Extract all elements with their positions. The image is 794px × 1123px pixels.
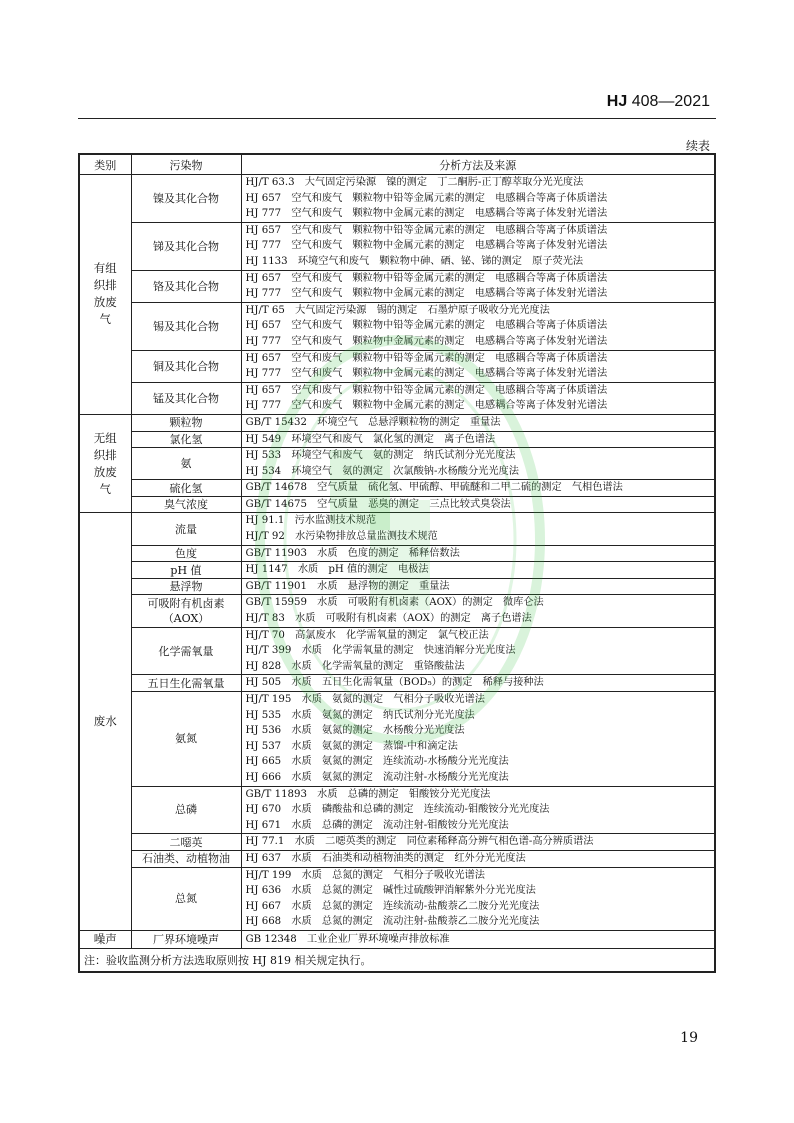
method-line: GB/T 15432 环境空气 总悬浮颗粒物的测定 重量法	[245, 416, 501, 428]
method-line: HJ/T 195 水质 氨氮的测定 气相分子吸收光谱法	[245, 694, 485, 705]
method-line: GB 12348 工业企业厂界环境噪声排放标准	[245, 933, 450, 945]
method-cell	[241, 480, 715, 497]
method-cell	[241, 431, 715, 448]
method-line: GB/T 11893 水质 总磷的测定 钼酸铵分光光度法	[245, 788, 491, 800]
method-line: HJ 668 水质 总氮的测定 流动注射-盐酸萘乙二胺分光光度法	[245, 916, 540, 928]
pollutant-cell: 厂界环境噪声	[131, 930, 241, 948]
pollutant-cell: pH 值	[131, 562, 241, 579]
table-row	[79, 513, 715, 545]
method-cell	[241, 222, 715, 270]
method-cell	[241, 562, 715, 579]
method-line: HJ/T 65 大气固定污染源 锡的测定 石墨炉原子吸收分光光度法	[245, 304, 550, 316]
method-cell	[241, 175, 715, 223]
table-row	[79, 302, 715, 350]
method-cell	[241, 545, 715, 562]
method-line: HJ 777 空气和废气 颗粒物中金属元素的测定 电感耦合等离子体发射光谱法	[245, 240, 608, 252]
header-pollutant: 污染物	[131, 154, 241, 175]
pollutant-cell: 可吸附有机卤素 （AOX）	[131, 595, 241, 627]
method-cell	[241, 675, 715, 692]
table-row	[79, 350, 715, 382]
method-line: HJ 657 空气和废气 颗粒物中铅等金属元素的测定 电感耦合等离子体质谱法	[245, 192, 608, 204]
document-code-prefix: HJ	[606, 93, 628, 110]
method-line: HJ 535 水质 氨氮的测定 纳氏试剂分光光度法	[245, 709, 475, 721]
table-row	[79, 834, 715, 851]
table-row	[79, 448, 715, 480]
table-note-row	[79, 948, 715, 972]
table-header-row	[79, 154, 715, 175]
method-line: HJ 666 水质 氨氮的测定 流动注射-水杨酸分光光度法	[245, 771, 509, 783]
method-line: HJ/T 63.3 大气固定污染源 镍的测定 丁二酮肟-正丁醇萃取分光光度法	[245, 177, 584, 188]
method-line: HJ 1147 水质 pH 值的测定 电极法	[245, 564, 429, 576]
table-row	[79, 595, 715, 627]
table-note: 注：验收监测分析方法选取原则按 HJ 819 相关规定执行。	[79, 948, 715, 972]
method-line: HJ 534 环境空气 氨的测定 次氯酸钠-水杨酸分光光度法	[245, 465, 519, 477]
method-line: HJ 657 空气和废气 颗粒物中铅等金属元素的测定 电感耦合等离子体质谱法	[245, 224, 608, 236]
pollutant-cell: 石油类、动植物油	[131, 850, 241, 867]
method-line: HJ/T 70 高氯废水 化学需氧量的测定 氯气校正法	[245, 629, 489, 641]
pollutant-cell: 颗粒物	[131, 414, 241, 431]
pollutant-cell: 氯化氢	[131, 431, 241, 448]
table-body	[79, 175, 715, 949]
category-cell: 有组 织排 放废 气	[79, 175, 131, 415]
method-cell	[241, 513, 715, 545]
page-number: 19	[680, 1030, 698, 1046]
method-line: HJ 667 水质 总氮的测定 连续流动-盐酸萘乙二胺分光光度法	[245, 900, 540, 912]
method-line: HJ 671 水质 总磷的测定 流动注射-钼酸铵分光光度法	[245, 819, 509, 831]
pollutant-cell: 氨	[131, 448, 241, 480]
pollutant-cell: 总磷	[131, 786, 241, 834]
table-row	[79, 545, 715, 562]
method-cell	[241, 414, 715, 431]
category-cell: 噪声	[79, 930, 131, 948]
pollutant-cell: 总氮	[131, 867, 241, 930]
pollutant-cell: 铬及其化合物	[131, 270, 241, 302]
document-code	[607, 93, 710, 111]
pollutant-cell: 锡及其化合物	[131, 302, 241, 350]
method-cell	[241, 834, 715, 851]
method-cell	[241, 270, 715, 302]
method-cell	[241, 627, 715, 675]
table-row	[79, 496, 715, 513]
method-line: HJ 637 水质 石油类和动植物油类的测定 红外分光光度法	[245, 852, 526, 864]
method-cell	[241, 867, 715, 930]
pollutant-cell: 锑及其化合物	[131, 222, 241, 270]
header-category: 类别	[79, 154, 131, 175]
pollutant-cell: 镍及其化合物	[131, 175, 241, 223]
table-row	[79, 675, 715, 692]
header-method: 分析方法及来源	[241, 154, 715, 175]
category-cell: 无组 织排 放废 气	[79, 414, 131, 513]
method-line: HJ/T 199 水质 总氮的测定 气相分子吸收光谱法	[245, 869, 485, 881]
pollutant-cell: 流量	[131, 513, 241, 545]
method-cell	[241, 786, 715, 834]
table-row	[79, 627, 715, 675]
pollutant-cell: 色度	[131, 545, 241, 562]
method-line: HJ 549 环境空气和废气 氯化氢的测定 离子色谱法	[245, 433, 496, 445]
method-line: HJ 657 空气和废气 颗粒物中铅等金属元素的测定 电感耦合等离子体质谱法	[245, 352, 608, 364]
method-cell	[241, 850, 715, 867]
method-line: HJ 777 空气和废气 颗粒物中金属元素的测定 电感耦合等离子体发射光谱法	[245, 368, 608, 380]
method-line: HJ/T 83 水质 可吸附有机卤素（AOX）的测定 离子色谱法	[245, 613, 532, 625]
method-line: HJ 657 空气和废气 颗粒物中铅等金属元素的测定 电感耦合等离子体质谱法	[245, 320, 608, 332]
table-row	[79, 222, 715, 270]
method-line: HJ 537 水质 氨氮的测定 蒸馏-中和滴定法	[245, 740, 458, 752]
pollutant-cell: 铜及其化合物	[131, 350, 241, 382]
table-row	[79, 867, 715, 930]
method-cell	[241, 930, 715, 948]
method-line: HJ 657 空气和废气 颗粒物中铅等金属元素的测定 电感耦合等离子体质谱法	[245, 272, 608, 284]
method-cell	[241, 382, 715, 414]
method-line: GB/T 11903 水质 色度的测定 稀释倍数法	[245, 547, 460, 559]
document-code-number: 408—2021	[631, 93, 710, 110]
method-line: HJ 505 水质 五日生化需氧量（BOD₅）的测定 稀释与接种法	[245, 677, 544, 689]
table-row	[79, 850, 715, 867]
method-cell	[241, 595, 715, 627]
method-line: GB/T 14678 空气质量 硫化氢、甲硫醇、甲硫醚和二甲二硫的测定 气相色谱法	[245, 482, 623, 494]
pollutant-cell: 臭气浓度	[131, 496, 241, 513]
table-row	[79, 786, 715, 834]
table-row	[79, 562, 715, 579]
method-cell	[241, 578, 715, 595]
pollutant-cell: 五日生化需氧量	[131, 675, 241, 692]
method-line: GB/T 14675 空气质量 恶臭的测定 三点比较式臭袋法	[245, 498, 511, 510]
method-line: HJ 777 空气和废气 颗粒物中金属元素的测定 电感耦合等离子体发射光谱法	[245, 208, 608, 220]
methods-table	[78, 153, 716, 973]
method-line: HJ 670 水质 磷酸盐和总磷的测定 连续流动-钼酸铵分光光度法	[245, 804, 550, 816]
method-cell	[241, 496, 715, 513]
continued-label: 续表	[685, 139, 710, 153]
category-cell: 废水	[79, 513, 131, 930]
pollutant-cell: 二噁英	[131, 834, 241, 851]
pollutant-cell: 氨氮	[131, 692, 241, 787]
method-line: GB/T 15959 水质 可吸附有机卤素（AOX）的测定 微库仑法	[245, 597, 544, 609]
table-row	[79, 480, 715, 497]
method-line: HJ 91.1 污水监测技术规范	[245, 515, 377, 527]
table-row	[79, 692, 715, 787]
method-line: HJ 536 水质 氨氮的测定 水杨酸分光光度法	[245, 725, 465, 737]
method-line: HJ/T 399 水质 化学需氧量的测定 快速消解分光光度法	[245, 645, 516, 657]
method-cell	[241, 350, 715, 382]
header-rule	[78, 118, 716, 119]
method-cell	[241, 448, 715, 480]
table-row	[79, 175, 715, 223]
table-row	[79, 414, 715, 431]
table-row	[79, 431, 715, 448]
method-line: HJ 828 水质 化学需氧量的测定 重铬酸盐法	[245, 660, 465, 672]
method-line: HJ 777 空气和废气 颗粒物中金属元素的测定 电感耦合等离子体发射光谱法	[245, 288, 608, 300]
method-line: HJ 636 水质 总氮的测定 碱性过硫酸钾消解紫外分光光度法	[245, 885, 536, 897]
table-row	[79, 578, 715, 595]
pollutant-cell: 悬浮物	[131, 578, 241, 595]
method-cell	[241, 302, 715, 350]
method-line: HJ 77.1 水质 二噁英类的测定 同位素稀释高分辨气相色谱-高分辨质谱法	[245, 836, 594, 848]
method-line: HJ 777 空气和废气 颗粒物中金属元素的测定 电感耦合等离子体发射光谱法	[245, 335, 608, 347]
method-line: HJ 1133 环境空气和废气 颗粒物中砷、硒、铋、锑的测定 原子荧光法	[245, 255, 584, 267]
method-line: HJ 657 空气和废气 颗粒物中铅等金属元素的测定 电感耦合等离子体质谱法	[245, 384, 608, 396]
table-row	[79, 930, 715, 948]
method-line: HJ 777 空气和废气 颗粒物中金属元素的测定 电感耦合等离子体发射光谱法	[245, 400, 608, 412]
pollutant-cell: 硫化氢	[131, 480, 241, 497]
method-line: HJ/T 92 水污染物排放总量监测技术规范	[245, 531, 438, 543]
table-row	[79, 270, 715, 302]
method-line: GB/T 11901 水质 悬浮物的测定 重量法	[245, 580, 450, 592]
method-cell	[241, 692, 715, 787]
table-row	[79, 382, 715, 414]
method-line: HJ 665 水质 氨氮的测定 连续流动-水杨酸分光光度法	[245, 756, 509, 768]
method-line: HJ 533 环境空气和废气 氨的测定 纳氏试剂分光光度法	[245, 450, 516, 462]
pollutant-cell: 化学需氧量	[131, 627, 241, 675]
pollutant-cell: 锰及其化合物	[131, 382, 241, 414]
